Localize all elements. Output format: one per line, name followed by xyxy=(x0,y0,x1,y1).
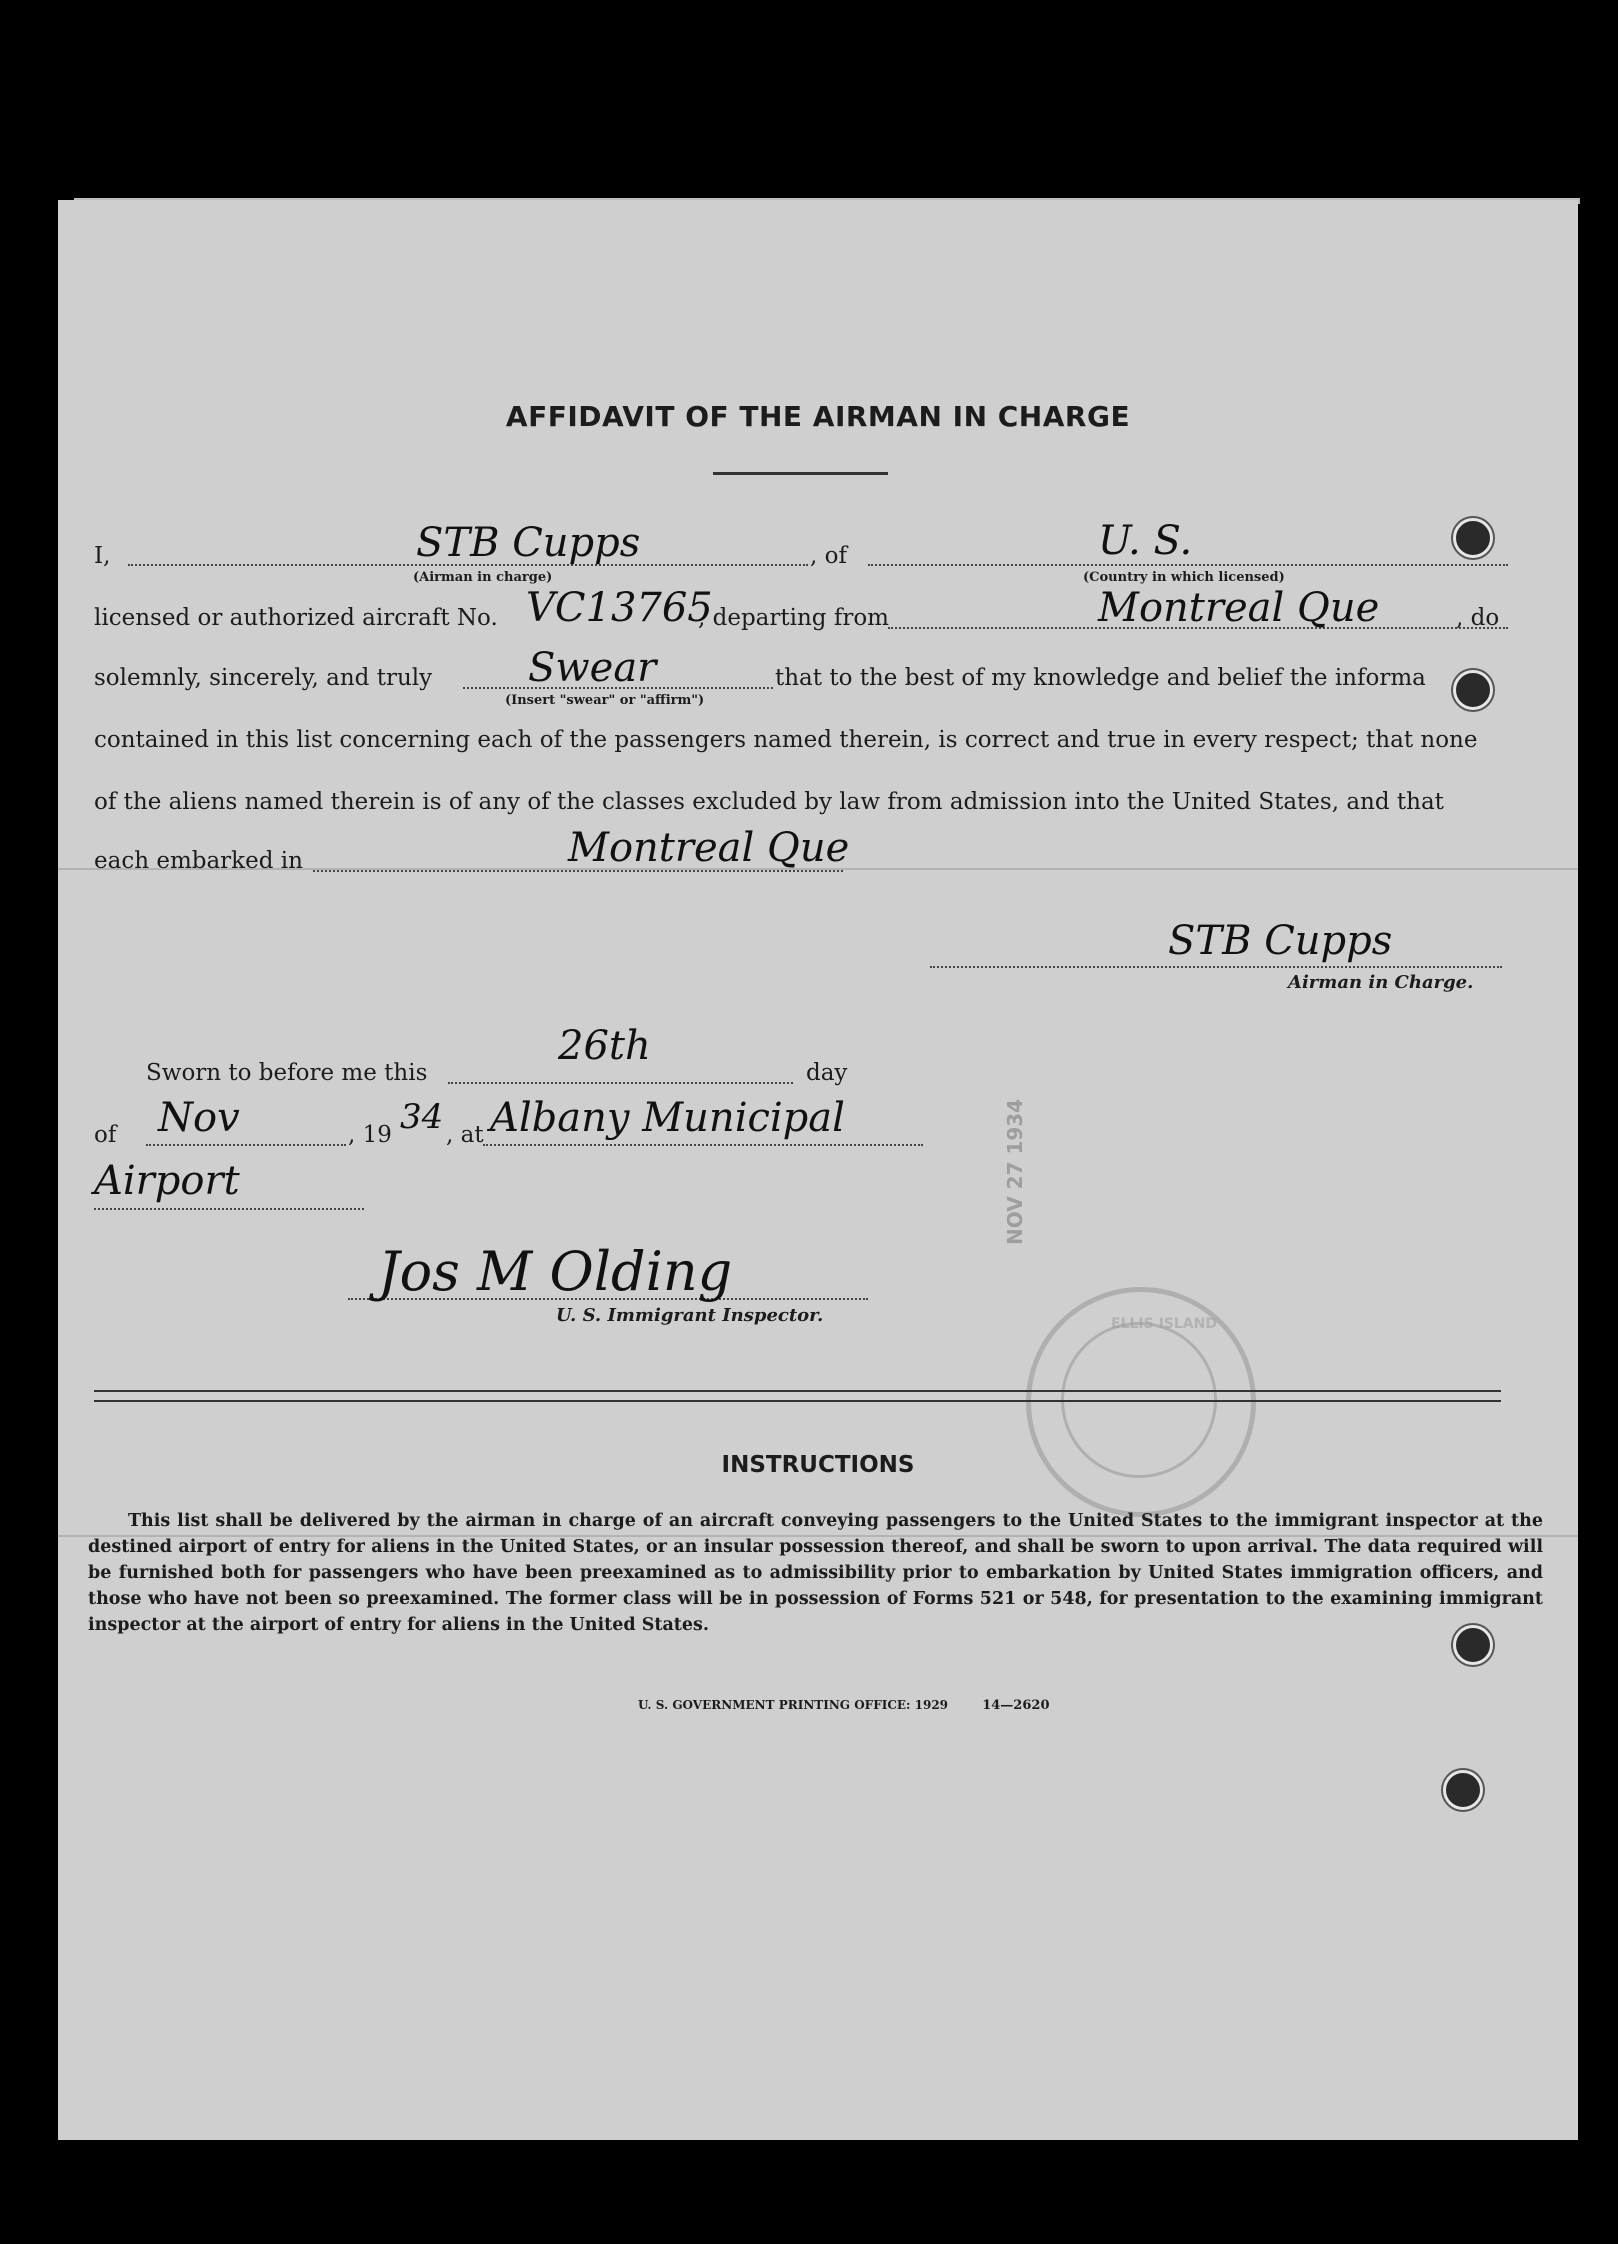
aircraft-no-handwritten: VC13765 xyxy=(526,585,713,631)
punch-hole xyxy=(1453,1625,1493,1665)
form-number: 14—2620 xyxy=(982,1698,1050,1713)
inspector-caption: U. S. Immigrant Inspector. xyxy=(556,1305,824,1326)
airman-signature: STB Cupps xyxy=(1168,918,1393,964)
place-handwritten-line2: Airport xyxy=(94,1158,240,1204)
punch-hole xyxy=(1453,518,1493,558)
year-handwritten: 34 xyxy=(400,1097,444,1137)
punch-hole xyxy=(1443,1770,1483,1810)
sworn-prefix: Sworn to before me this xyxy=(146,1060,428,1086)
line2-middle: , departing from xyxy=(698,605,889,631)
month-field xyxy=(146,1144,346,1146)
place-handwritten-line1: Albany Municipal xyxy=(490,1095,845,1141)
printer-footer xyxy=(638,1698,1050,1713)
embarked-handwritten: Montreal Que xyxy=(568,825,850,871)
airman-signature-line xyxy=(930,966,1502,968)
line5: of the aliens named therein is of any of the classes excluded by law from admission into the United States, and that xyxy=(94,789,1444,815)
month-handwritten: Nov xyxy=(158,1095,240,1141)
day-field xyxy=(448,1082,793,1084)
line1-prefix: I, xyxy=(94,543,111,569)
airman-caption-signature: Airman in Charge. xyxy=(1288,972,1474,993)
line4: contained in this list concerning each of the passengers named therein, is correct and true in every respect; that none xyxy=(94,727,1478,753)
oath-caption: (Insert "swear" or "affirm") xyxy=(505,693,705,708)
section-divider xyxy=(94,1390,1501,1402)
stamp-text: ELLIS ISLAND xyxy=(1111,1316,1217,1332)
country-caption: (Country in which licensed) xyxy=(1083,570,1285,585)
line1-middle: , of xyxy=(810,543,847,569)
at-label: , at xyxy=(446,1122,484,1148)
ellis-island-stamp xyxy=(1026,1287,1256,1517)
oath-handwritten: Swear xyxy=(528,645,657,691)
country-handwritten: U. S. xyxy=(1098,518,1193,564)
instructions-heading: INSTRUCTIONS xyxy=(721,1452,915,1478)
place-field xyxy=(483,1144,923,1146)
day-handwritten: 26th xyxy=(558,1023,651,1069)
punch-hole xyxy=(1453,670,1493,710)
stamp-date: NOV 27 1934 xyxy=(1003,1098,1027,1245)
line6-prefix: each embarked in xyxy=(94,848,303,874)
airman-caption: (Airman in charge) xyxy=(413,570,553,585)
line2-prefix: licensed or authorized aircraft No. xyxy=(94,605,498,631)
line3-suffix: that to the best of my knowledge and belief the informa xyxy=(775,665,1426,691)
airman-name-handwritten: STB Cupps xyxy=(416,520,641,566)
departure-handwritten: Montreal Que xyxy=(1098,585,1380,631)
document-title: AFFIDAVIT OF THE AIRMAN IN CHARGE xyxy=(505,400,1131,433)
year-prefix: , 19 xyxy=(348,1122,392,1148)
instructions-body xyxy=(88,1508,1543,1638)
of-label: of xyxy=(94,1122,117,1148)
line3-prefix: solemnly, sincerely, and truly xyxy=(94,665,433,691)
country-field xyxy=(868,564,1508,566)
printer-text: U. S. GOVERNMENT PRINTING OFFICE: 1929 xyxy=(638,1698,949,1712)
line2-suffix: , do xyxy=(1456,605,1500,631)
instructions-text: This list shall be delivered by the airman in charge of an aircraft conveying passengers to the United States to the immigrant inspector at the destined airport of entry for aliens in the United States, or an insular possession thereof, and shall be sworn to upon arrival. The data required will be furnished both for passengers who have been preexamined as to admissibility prior to embarkation by United States immigration officers, and those who have not been so preexamined. The former class will be in possession of Forms 521 or 548, for presentation to the examining immigrant inspector at the airport of entry for aliens in the United States. xyxy=(88,1511,1543,1635)
place-field-line2 xyxy=(94,1208,364,1210)
affidavit-page xyxy=(58,200,1578,2140)
inspector-signature: Jos M Olding xyxy=(378,1240,733,1303)
day-label: day xyxy=(806,1060,848,1086)
title-underline xyxy=(713,472,888,475)
